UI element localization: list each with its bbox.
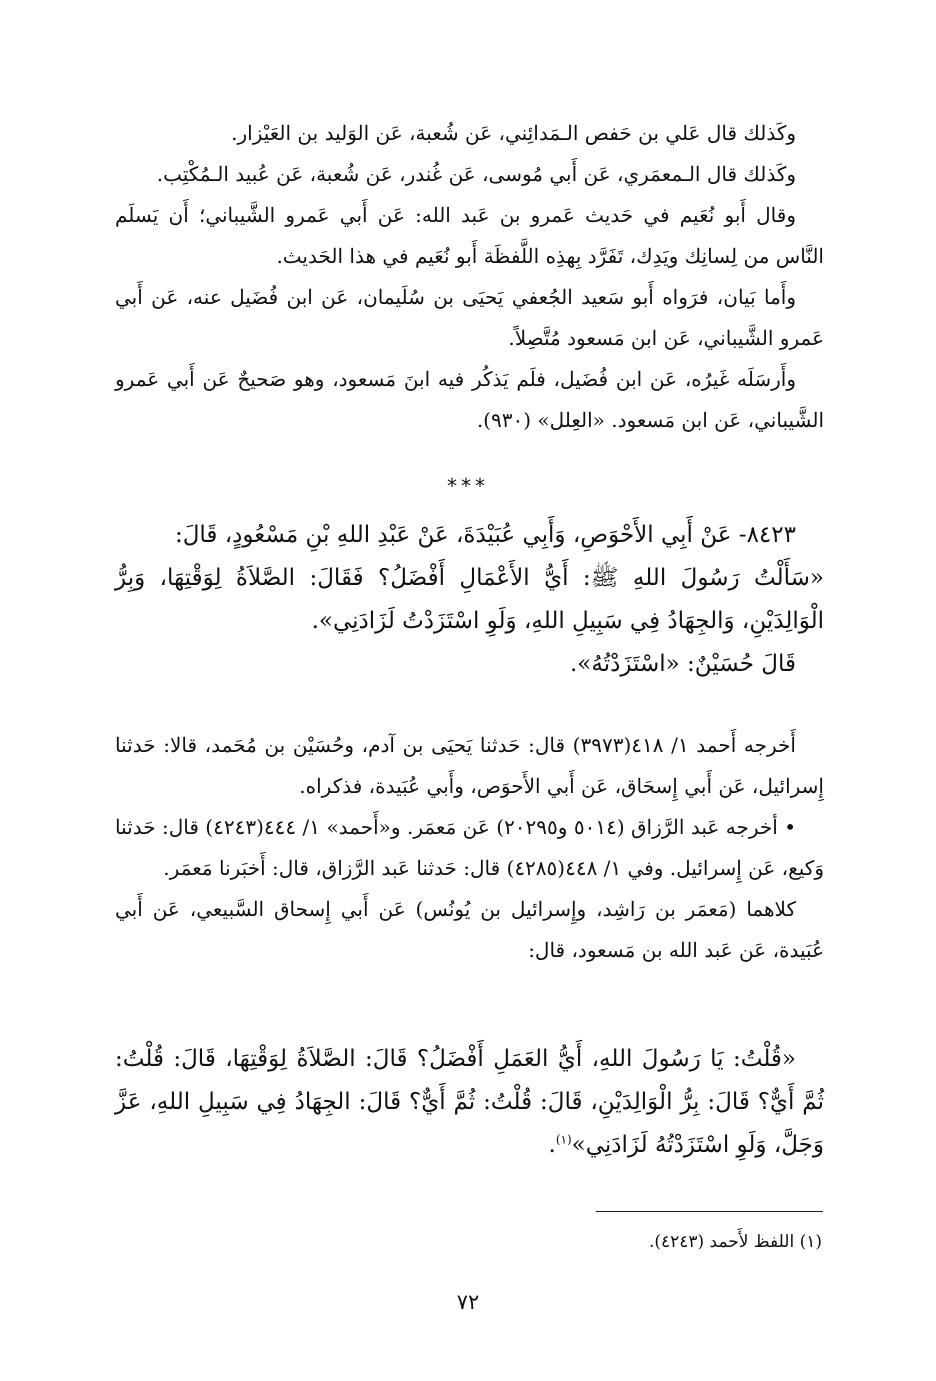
hadith-text: «سَأَلْتُ رَسُولَ اللهِ ﷺ: أَيُّ الأَعْمَالِ أَفْضَلُ؟ فَقَالَ: الصَّلاَةُ لِوَقْتِهَا، وَبِرُّ الْوَالِدَيْنِ، وَالجِهَادُ فِي سَبِيلِ اللهِ، وَلَوِ اسْتَزَدْتُ لَزَادَنِي».	[115, 565, 824, 634]
takhrij-paragraph-2: • أخرجه عَبد الرَّزاق (٥٠١٤ و٢٠٢٩٥) عَن مَعمَر. و«أَحمد» ١/ ٤٤٤(٤٢٤٣) قال: حَدثنا وَكيع، عَن إِسرائيل. وفي ١/ ٤٤٨(٤٢٨٥) قال: حَدثنا عَبد الرَّزاق، قال: أَخبَرنا مَعمَر.	[115, 815, 824, 880]
paragraph-2: وكَذلك قال الـمعمَري، عَن أَبي مُوسى، عَن غُندر، عَن شُعبة، عَن عُبيد الـمُكْتِب.	[156, 162, 796, 186]
paragraph-3: وقال أَبو نُعَيم في حَديث عَمرو بن عَبد الله: عَن أَبي عَمرو الشَّيباني؛ أَن يَسلَم النَّاس من لِسانِك ويَدِك، تَفَرَّد بِهذِه اللَّفظَة أَبو نُعَيم في هذا الحَديث.	[115, 203, 824, 268]
hadith-second-body: «قُلْتُ: يَا رَسُولَ اللهِ، أَيُّ العَمَلِ أَفْضَلُ؟ قَالَ: الصَّلاَةُ لِوَقْتِهَا، قَالَ: قُلْتُ: ثُمَّ أَيٌّ؟ قَالَ: بِرُّ الْوَالِدَيْنِ، قَالَ: قُلْتُ: ثُمَّ أَيٌّ؟ قَالَ: الجِهَادُ فِي سَبِيلِ اللهِ، عَزَّ وَجَلَّ، وَلَوِ اسْتَزَدْتُهُ لَزَادَنِي»	[115, 1046, 824, 1158]
hadith-second-text	[115, 1038, 824, 1167]
section-separator: ***	[447, 474, 489, 498]
hadith-number-line: ٨٤٢٣- عَنْ أَبِي الأَحْوَصِ، وَأَبِي عُبَيْدَةَ، عَنْ عَبْدِ اللهِ بْنِ مَسْعُودٍ، قَالَ:	[174, 522, 796, 548]
footnote-reference: (١)	[555, 1132, 572, 1147]
hadith-husayn-note: قَالَ حُسَيْنٌ: «اسْتَزَدْتُهُ».	[570, 651, 796, 677]
footnote-divider	[596, 1211, 823, 1212]
takhrij-paragraph-1: أَخرجه أَحمد ١/ ٤١٨(٣٩٧٣) قال: حَدثنا يَحيَى بن آدم، وحُسَيْن بن مُحَمد، قالا: حَدثنا إِسرائيل، عَن أَبي إِسحَاق، عَن أَبي الأَحوَص، وأَبي عُبَيدة، فذكراه.	[115, 733, 824, 798]
commentary-top	[115, 113, 824, 441]
paragraph-4: وأَما بَيان، فرَواه أَبو سَعيد الجُعفي يَحيَى بن سُلَيمان، عَن ابن فُضَيل عنه، عَن أَبي عَمرو الشَّيباني، عَن ابن مَسعود مُتَّصِلاً.	[115, 285, 824, 350]
hadith-second-end: .	[548, 1132, 556, 1158]
paragraph-5: وأَرسَلَه غَيرُه، عَن ابن فُضَيل، فلَم يَذكُر فيه ابنَ مَسعود، وهو صَحيحٌ عَن أَبي عَمرو الشَّيباني، عَن ابن مَسعود. «العِلل» (٩٣٠).	[115, 367, 824, 432]
takhrij-block	[115, 725, 824, 971]
page-number: ٧٢	[456, 1290, 480, 1314]
hadith-second-block	[115, 1038, 824, 1167]
footnote: (١) اللفظ لأَحمد (٤٢٤٣).	[648, 1232, 822, 1252]
hadith-block	[115, 514, 824, 686]
paragraph-1: وكَذلك قال عَلي بن حَفص الـمَدائِني، عَن شُعبة، عَن الوَليد بن العَيْزار.	[231, 121, 796, 145]
takhrij-paragraph-3: كلاهما (مَعمَر بن رَاشِد، وإِسرائيل بن يُونُس) عَن أَبي إِسحاق السَّبيعي، عَن أَبي عُبَيدة، عَن عَبد الله بن مَسعود، قال:	[115, 897, 824, 962]
